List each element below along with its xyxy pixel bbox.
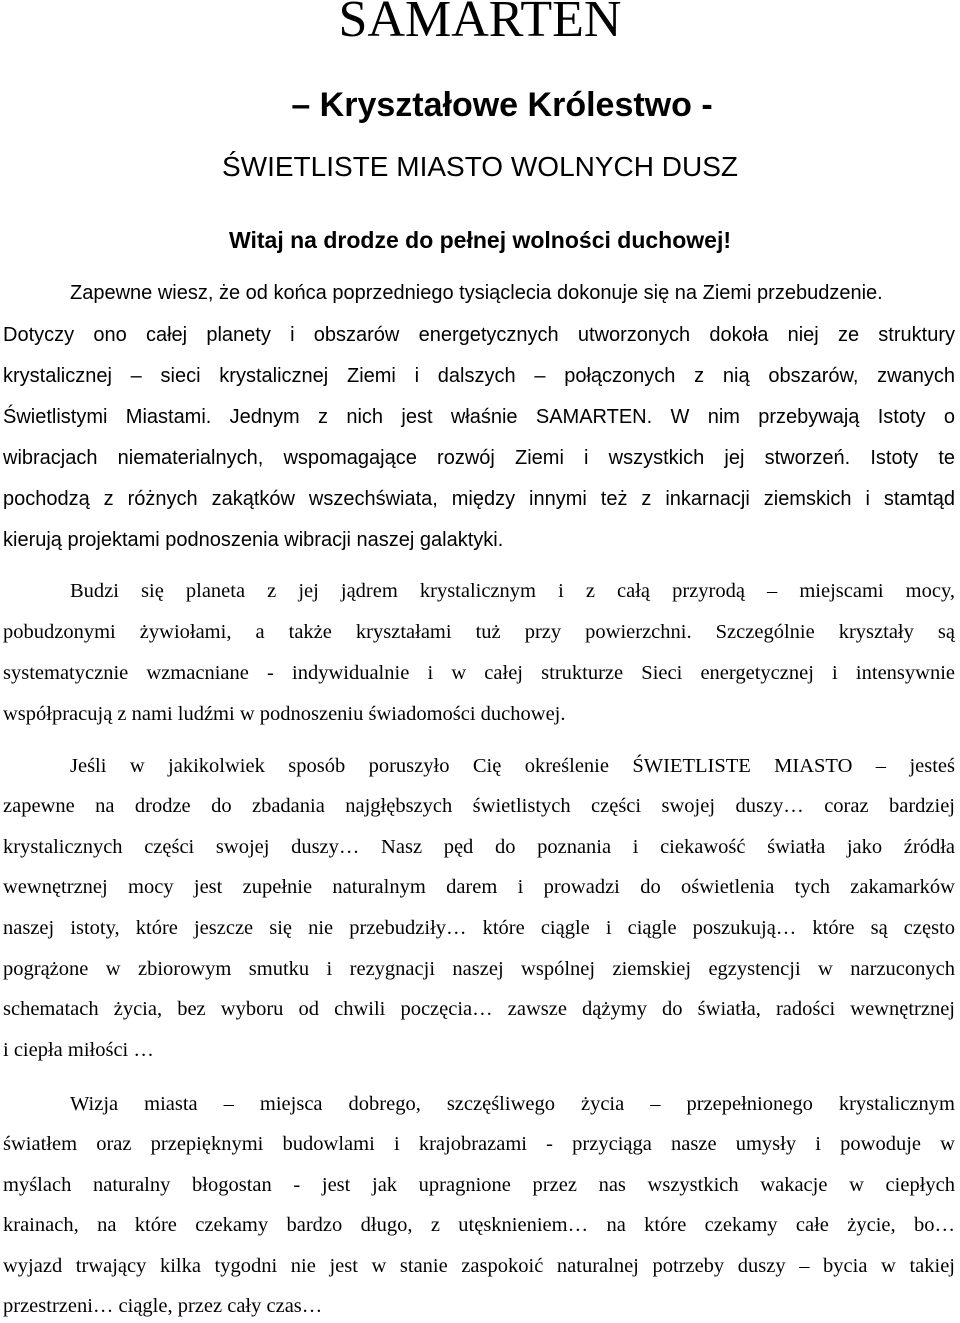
document-subtitle: – Kryształowe Królestwo - <box>291 86 713 124</box>
intro-line: wibracjach niematerialnych, wspomagające rozwój Ziemi i wszystkich jej stworzeń. Istoty te <box>3 447 955 469</box>
paragraph-3-line: i ciepła miłości … <box>3 1039 154 1061</box>
paragraph-4-line: przestrzeni… ciągle, przez cały czas… <box>3 1295 323 1317</box>
intro-line: Świetlistymi Miastami. Jednym z nich jest właśnie SAMARTEN. W nim przebywają Istoty o <box>3 406 955 428</box>
document-title: SAMARTEN <box>338 0 622 48</box>
paragraph-2-line: współpracują z nami ludźmi w podnoszeniu świadomości duchowej. <box>3 703 566 725</box>
intro-line: kierują projektami podnoszenia wibracji naszej galaktyki. <box>3 529 504 551</box>
paragraph-4-line: wyjazd trwający kilka tygodni nie jest w stanie zaspokoić naturalnej potrzeby duszy – bycia w takiej <box>3 1255 955 1277</box>
paragraph-2-line: systematycznie wzmacniane - indywidualnie i w całej strukturze Sieci energetycznej i intensywnie <box>3 662 955 684</box>
intro-line: Dotyczy ono całej planety i obszarów energetycznych utworzonych dokoła niej ze struktury <box>3 324 955 346</box>
paragraph-3-line: Jeśli w jakikolwiek sposób poruszyło Cię określenie ŚWIETLISTE MIASTO – jesteś <box>70 755 955 777</box>
document-subheading: ŚWIETLISTE MIASTO WOLNYCH DUSZ <box>222 151 738 182</box>
intro-line: Zapewne wiesz, że od końca poprzedniego tysiąclecia dokonuje się na Ziemi przebudzenie. <box>70 282 883 304</box>
intro-line: krystalicznej – sieci krystalicznej Ziemi i dalszych – połączonych z nią obszarów, zwanych <box>3 365 955 387</box>
paragraph-4-line: Wizja miasta – miejsca dobrego, szczęśliwego życia – przepełnionego krystalicznym <box>70 1093 955 1115</box>
paragraph-3-line: krystalicznych części swojej duszy… Nasz pęd do poznania i ciekawość światła jako źródła <box>3 836 955 858</box>
paragraph-3-line: zapewne na drodze do zbadania najgłębszych świetlistych części swojej duszy… coraz bardziej <box>3 795 955 817</box>
paragraph-3-line: pogrążone w zbiorowym smutku i rezygnacji naszej wspólnej ziemskiej egzystencji w narzuconych <box>3 958 955 980</box>
paragraph-4-line: światłem oraz przepięknymi budowlami i krajobrazami - przyciąga nasze umysły i powoduje w <box>3 1133 955 1155</box>
paragraph-2-line: Budzi się planeta z jej jądrem krystalicznym i z całą przyrodą – miejscami mocy, <box>70 580 955 602</box>
intro-line: pochodzą z różnych zakątków wszechświata, między innymi też z inkarnacji ziemskich i stamtąd <box>3 488 955 510</box>
paragraph-3-line: schematach życia, bez wyboru od chwili poczęcia… zawsze dążymy do światła, radości wewnętrznej <box>3 998 955 1020</box>
paragraph-4-line: myślach naturalny błogostan - jest jak upragnione przez nas wszystkich wakacje w ciepłych <box>3 1174 955 1196</box>
paragraph-2-line: pobudzonymi żywiołami, a także kryształami tuż przy powierzchni. Szczególnie kryształy są <box>3 621 955 643</box>
paragraph-3-line: wewnętrznej mocy jest zupełnie naturalnym darem i prowadzi do oświetlenia tych zakamarków <box>3 876 955 898</box>
paragraph-3-line: naszej istoty, które jeszcze się nie przebudziły… które ciągle i ciągle poszukują… które są często <box>3 917 955 939</box>
greeting-heading: Witaj na drodze do pełnej wolności duchowej! <box>229 227 731 253</box>
paragraph-4-line: krainach, na które czekamy bardzo długo, z utęsknieniem… na które czekamy całe życie, bo… <box>3 1214 955 1236</box>
